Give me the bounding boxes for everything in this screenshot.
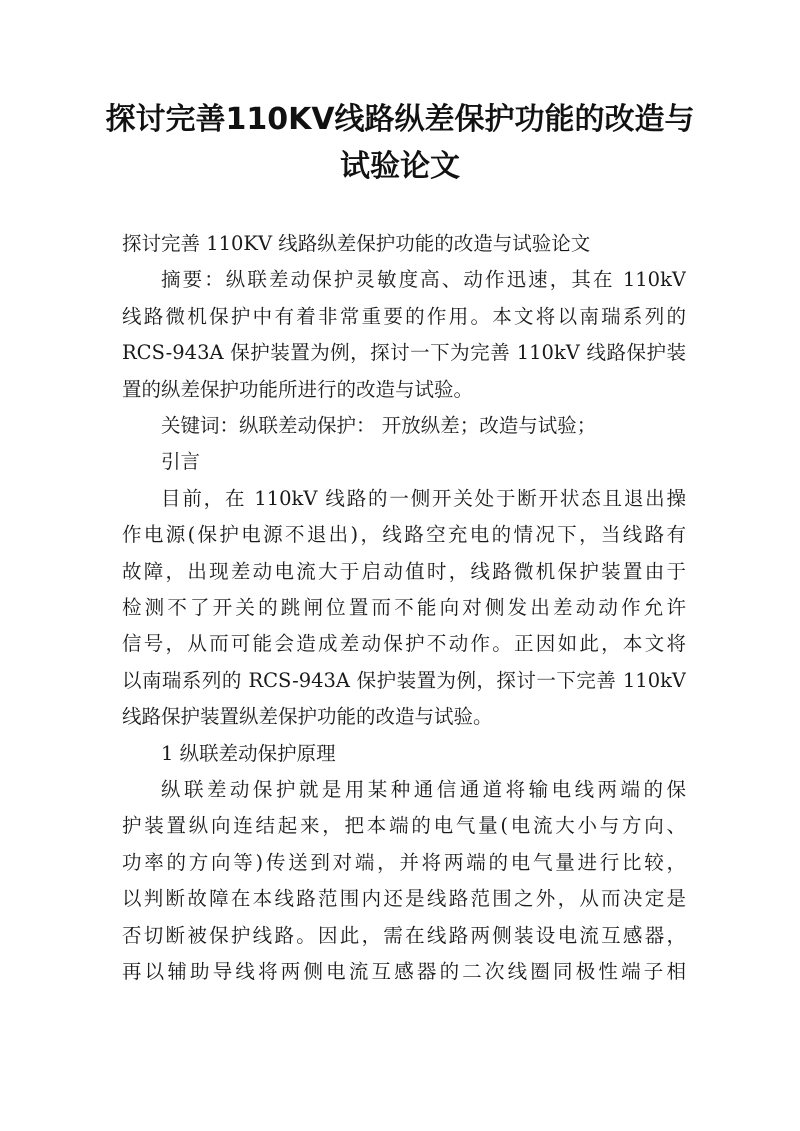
document-body bbox=[122, 226, 686, 990]
paragraph-keywords bbox=[122, 408, 686, 444]
text-line: RCS-943A 保护装置为例，探讨一下为完善 110kV 线路保护装 bbox=[122, 341, 686, 365]
text-line: 再以辅助导线将两侧电流互感器的二次线圈同极性端子相 bbox=[122, 959, 686, 983]
text-line: 故障，出现差动电流大于启动值时，线路微机保护装置由于 bbox=[122, 559, 686, 583]
paragraph-doc-title bbox=[122, 226, 686, 262]
text-line: 以南瑞系列的 RCS-943A 保护装置为例，探讨一下完善 110kV bbox=[122, 668, 686, 692]
text-line: 作电源(保护电源不退出)，线路空充电的情况下，当线路有 bbox=[122, 523, 686, 547]
text-line: 摘要：纵联差动保护灵敏度高、动作迅速，其在 110kV bbox=[161, 268, 686, 292]
text-line: 功率的方向等)传送到对端，并将两端的电气量进行比较， bbox=[122, 850, 686, 874]
text-line: 引言 bbox=[161, 450, 201, 474]
paragraph-introduction bbox=[122, 481, 686, 736]
title-line: 试验论文 bbox=[340, 149, 460, 184]
text-line: 线路微机保护中有着非常重要的作用。本文将以南瑞系列的 bbox=[122, 304, 686, 328]
text-line: 纵联差动保护就是用某种通信通道将输电线两端的保 bbox=[161, 777, 686, 801]
paragraph-abstract bbox=[122, 262, 686, 408]
text-line: 信号，从而可能会造成差动保护不动作。正因如此，本文将 bbox=[122, 632, 686, 656]
text-line: 以判断故障在本线路范围内还是线路范围之外，从而决定是 bbox=[122, 887, 686, 911]
text-line: 置的纵差保护功能所进行的改造与试验。 bbox=[122, 377, 474, 401]
text-line: 线路保护装置纵差保护功能的改造与试验。 bbox=[122, 705, 493, 729]
text-line: 1 纵联差动保护原理 bbox=[161, 741, 336, 765]
text-line: 目前，在 110kV 线路的一侧开关处于断开状态且退出操 bbox=[161, 486, 686, 510]
title-line: 探讨完善110KV线路纵差保护功能的改造与 bbox=[105, 102, 695, 137]
section-heading-principle bbox=[122, 736, 686, 772]
paragraph-principle bbox=[122, 772, 686, 990]
text-line: 否切断被保护线路。因此，需在线路两侧装设电流互感器， bbox=[122, 923, 686, 947]
text-line: 检测不了开关的跳闸位置而不能向对侧发出差动动作允许 bbox=[122, 595, 686, 619]
text-line: 关键词：纵联差动保护： 开放纵差；改造与试验； bbox=[161, 413, 597, 437]
section-heading-introduction bbox=[122, 444, 686, 480]
text-line: 护装置纵向连结起来，把本端的电气量(电流大小与方向、 bbox=[122, 814, 686, 838]
document-title bbox=[100, 96, 700, 190]
text-line: 探讨完善 110KV 线路纵差保护功能的改造与试验论文 bbox=[122, 232, 591, 255]
